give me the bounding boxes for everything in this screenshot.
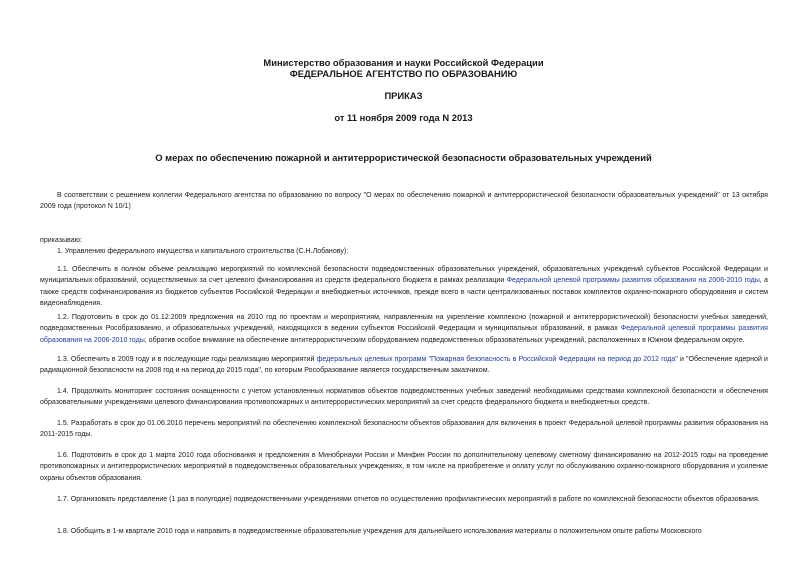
paragraph-1-8: 1.8. Обобщить в 1-м квартале 2010 года и направить в подведомственные образовательные учреждения для дальнейшего использования материалы о положительном опыте работы Московского: [57, 528, 702, 535]
paragraph-1-5: 1.5. Разработать в срок до 01.06.2010 перечень мероприятий по обеспечению комплексной безопасности объектов образования для включения в проект Федеральной целевой программы развития образования на 2011-2015 годы.: [40, 420, 768, 439]
paragraph-1-3-text-a: 1.3. Обеспечить в 2009 году и в последующие годы реализацию мероприятий: [57, 356, 317, 363]
paragraph-1-1: [40, 264, 768, 310]
paragraph-1-2-text-b: , обратив особое внимание на обеспечение антитеррористическим оборудованием подведомственных образовательных учреждений, расположенных в Южном федеральном округе.: [144, 336, 745, 344]
program-link-2006-2010[interactable]: Федеральной целевой программы развития образования на 2006-2010 годы: [506, 277, 760, 285]
ministry-heading: Министерство образования и науки Российской Федерации: [263, 57, 544, 68]
paragraph-1-1-text-b: , а также средств софинансирования из бюджетов субъектов Российской Федерации и внебюджетных источников, прежде всего в части централизованных поставок комплектов охранно-пожарного оборудования и систем видеонаблюдения.: [40, 277, 768, 308]
document-type-heading: ПРИКАЗ: [384, 90, 423, 101]
paragraph-1-3-text-b: и "Обеспечение ядерной и радиационной безопасности на 2008 год и на период до 2015 года", по которым Рособразование является государственным заказчиком.: [40, 356, 768, 375]
paragraph-1: 1. Управлению федерального имущества и капитального строительства (С.Н.Лобанову):: [57, 248, 349, 255]
document-title: О мерах по обеспечению пожарной и антитеррористической безопасности образовательных учреждений: [155, 152, 652, 163]
paragraph-1-1-text-a: 1.1. Обеспечить в полном объеме реализацию мероприятий по комплексной безопасности подведомственных образовательных учреждений, образовательных учреждений субъектов Российской Федерации и муниципальных образований, осуществляемых за счет целевого финансирования из средств федерального бюджета в рамках реализации: [40, 266, 768, 285]
intro-paragraph: В соответствии с решением коллегии Федерального агентства по образованию по вопросу "О мерах по обеспечению пожарной и антитеррористической безопасности образовательных учреждений" от 13 октября 2009 года (протокол N 10/1): [40, 192, 768, 211]
fire-safety-program-link[interactable]: федеральных целевых программ "Пожарная безопасность в Российской Федерации на период до 2012 года": [316, 356, 678, 363]
paragraph-1-3: [40, 354, 768, 377]
paragraph-1-7: 1.7. Организовать представление (1 раз в полугодие) подведомственными учреждениями отчетов по осуществлению профилактических мероприятий в работе по комплексной безопасности объектов образования.: [57, 496, 760, 503]
paragraph-1-6: 1.6. Подготовить в срок до 1 марта 2010 года обоснования и предложения в Минобрнауки России и Минфин России по дополнительному целевому сметному финансированию на 2012-2015 годы на проведение противопожарных и антитеррористических мероприятий в подведомственных образовательных учреждениях, в том числе на приобретение и оплату услуг по обслуживанию охранно-пожарного оборудования и усиление охраны объектов образования.: [40, 452, 768, 482]
prikazyvayu-label: приказываю:: [40, 237, 82, 244]
agency-heading: ФЕДЕРАЛЬНОЕ АГЕНТСТВО ПО ОБРАЗОВАНИЮ: [289, 68, 518, 79]
paragraph-1-2: [40, 312, 768, 346]
paragraph-1-4: 1.4. Продолжить мониторинг состояния оснащенности с учетом установленных нормативов объектов подведомственных учебных заведений необходимыми средствами комплексной безопасности и обеспечения образовательными учреждениями целевого финансирования противопожарных и антитеррористических мероприятий за счет средств федерального бюджета и внебюджетных средств.: [40, 388, 768, 407]
paragraph-1-2-text-a: 1.2. Подготовить в срок до 01.12.2009 предложения на 2010 год по проектам и мероприятиям, направленным на укрепление комплексно (пожарной и антитеррористической) безопасности учебных заведений, подведомственных Рособразованию, и образовательных учреждений, находящихся в ведении субъектов Российской Федерации и муниципальных образований, в рамках: [40, 314, 768, 333]
program-link-2006-2010[interactable]: Федеральной целевой программы развития образования на 2006-2010 годы: [40, 325, 768, 344]
document-date-number: от 11 ноября 2009 года N 2013: [334, 112, 473, 123]
